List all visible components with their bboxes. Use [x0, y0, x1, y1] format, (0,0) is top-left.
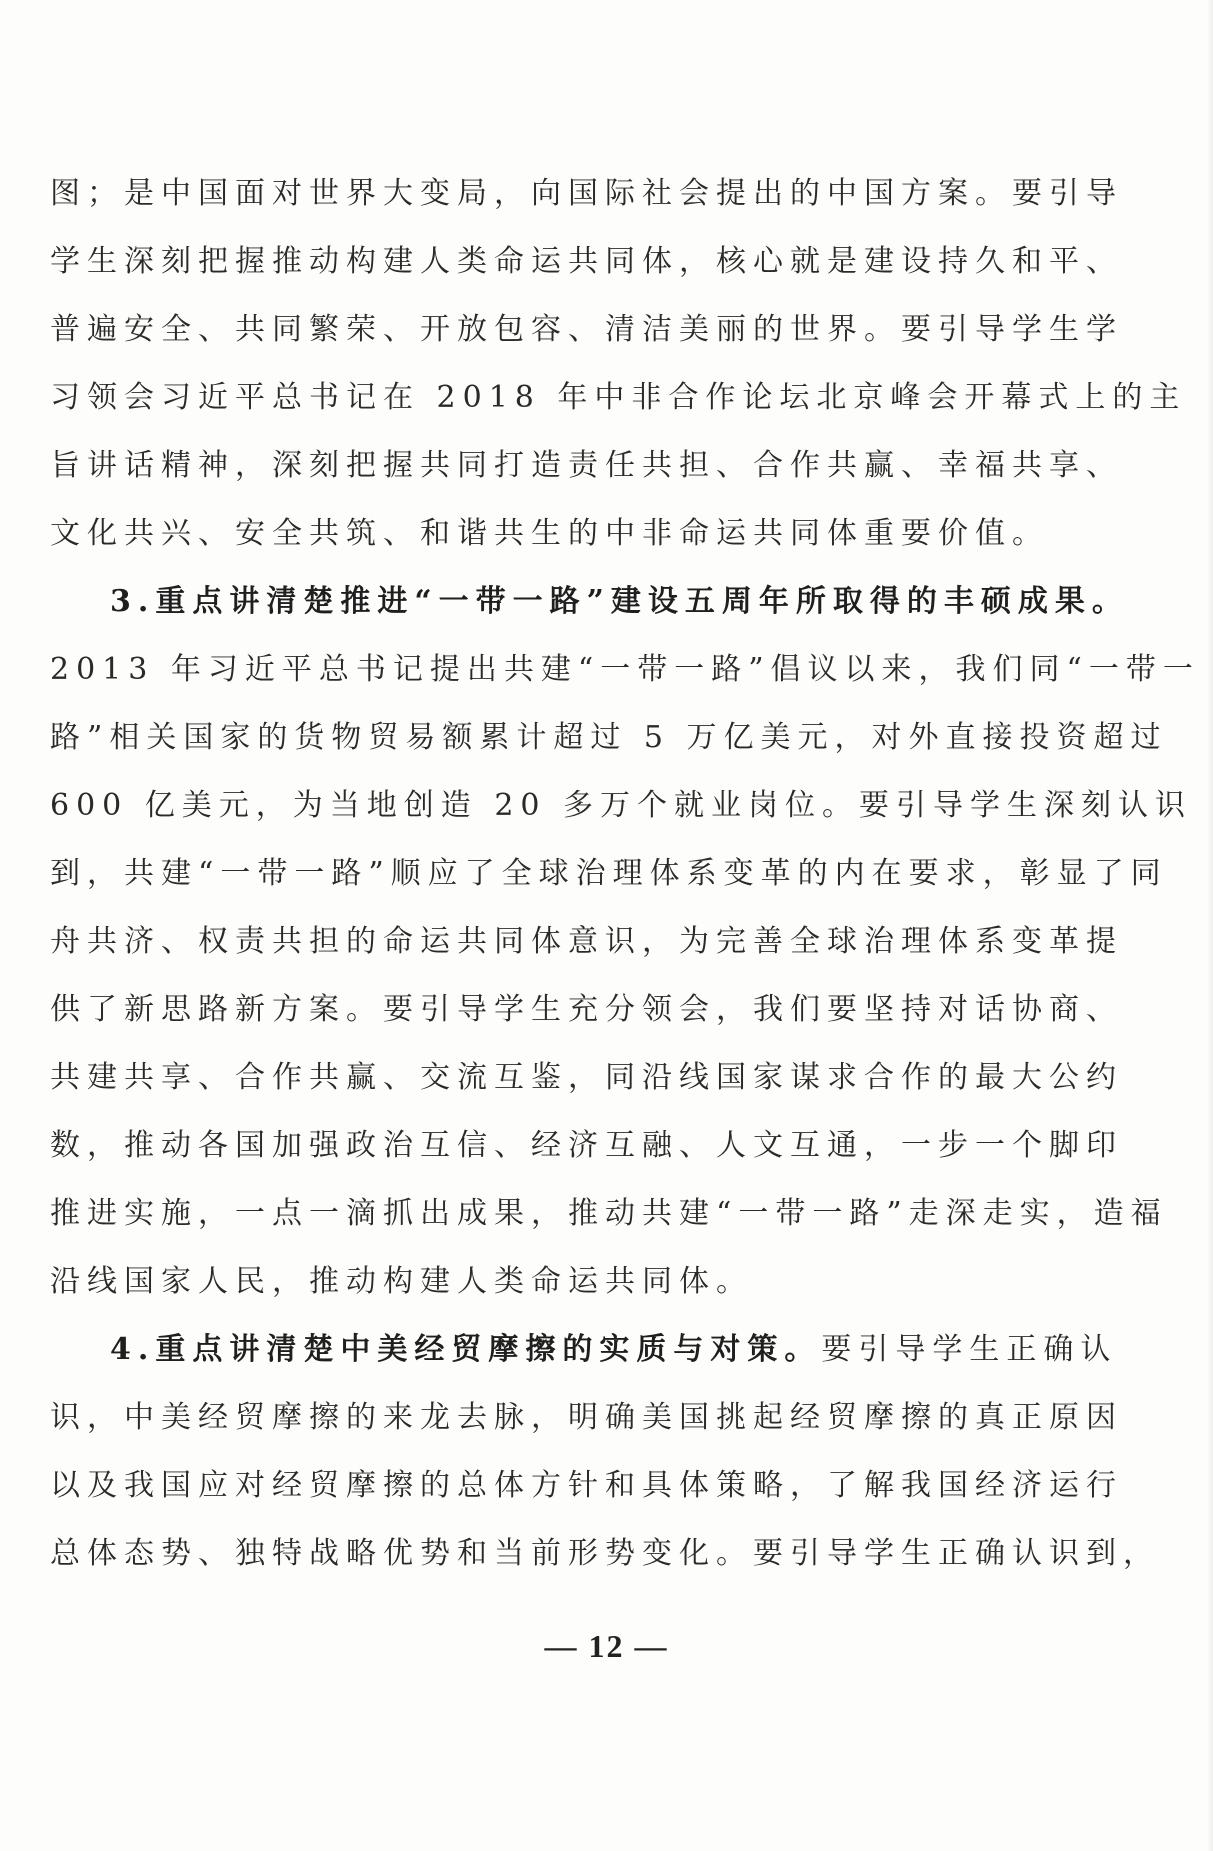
paragraph-1: [50, 160, 1187, 568]
paragraph-3: [50, 1316, 1160, 1588]
text-line: 识，中美经贸摩擦的来龙去脉，明确美国挑起经贸摩擦的真正原因: [50, 1400, 1123, 1435]
page-number: — 12 —: [544, 1628, 669, 1664]
section-heading-4: 4.重点讲清楚中美经贸摩擦的实质与对策。: [110, 1332, 822, 1367]
text-line: 共建共享、合作共赢、交流互鉴，同沿线国家谋求合作的最大公约: [50, 1060, 1123, 1095]
text-line: 习领会习近平总书记在 2018 年中非合作论坛北京峰会开幕式上的主: [50, 380, 1187, 415]
text-line: 文化共兴、安全共筑、和谐共生的中非命运共同体重要价值。: [50, 516, 1049, 551]
text-line: 数，推动各国加强政治互信、经济互融、人文互通，一步一个脚印: [50, 1128, 1123, 1163]
scan-edge-shadow: [1207, 0, 1213, 1851]
text-line: 沿线国家人民，推动构建人类命运共同体。: [50, 1264, 753, 1299]
section-heading-3: 3.重点讲清楚推进“一带一路”建设五周年所取得的丰硕成果。: [110, 584, 1129, 619]
text-line: 2013 年习近平总书记提出共建“一带一路”倡议以来，我们同“一带一: [50, 652, 1200, 687]
text-line: 旨讲话精神，深刻把握共同打造责任共担、合作共赢、幸福共享、: [50, 448, 1123, 483]
text-line: 推进实施，一点一滴抓出成果，推动共建“一带一路”走深走实，造福: [50, 1196, 1168, 1231]
text-line: 以及我国应对经贸摩擦的总体方针和具体策略，了解我国经济运行: [50, 1468, 1123, 1503]
text-line: 学生深刻把握推动构建人类命运共同体，核心就是建设持久和平、: [50, 244, 1123, 279]
text-line: 图；是中国面对世界大变局，向国际社会提出的中国方案。要引导: [50, 176, 1123, 211]
text-line: 普遍安全、共同繁荣、开放包容、清洁美丽的世界。要引导学生学: [50, 312, 1123, 347]
text-line: 到，共建“一带一路”顺应了全球治理体系变革的内在要求，彰显了同: [50, 856, 1168, 891]
heading-line-tail: 要引导学生正确认: [821, 1332, 1118, 1367]
text-line: 舟共济、权责共担的命运共同体意识，为完善全球治理体系变革提: [50, 924, 1123, 959]
text-line: 总体态势、独特战略优势和当前形势变化。要引导学生正确认识到，: [50, 1536, 1160, 1571]
text-line: 供了新思路新方案。要引导学生充分领会，我们要坚持对话协商、: [50, 992, 1123, 1027]
document-body: [50, 160, 1200, 1588]
text-line: 路”相关国家的货物贸易额累计超过 5 万亿美元，对外直接投资超过: [50, 720, 1168, 755]
paragraph-2: [50, 568, 1200, 1316]
text-line: 600 亿美元，为当地创造 20 多万个就业岗位。要引导学生深刻认识: [50, 788, 1193, 823]
section-heading-line-4: [50, 1316, 1118, 1384]
